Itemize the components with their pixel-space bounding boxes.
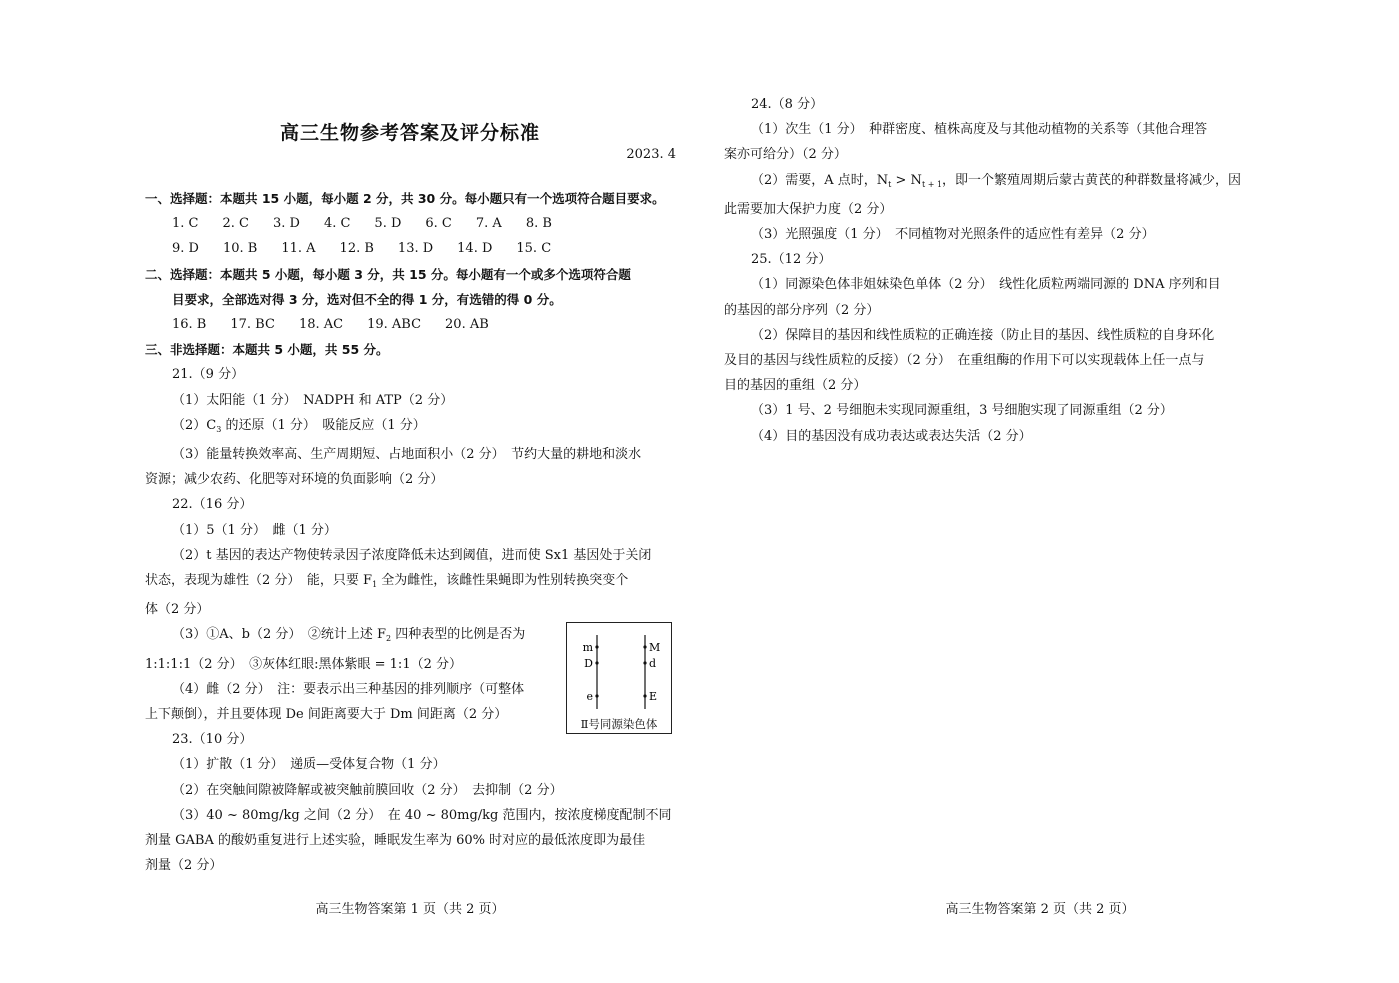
label-m: m <box>582 641 593 655</box>
q23-title: 23.（10 分） <box>172 732 253 748</box>
answer-16: 16. B <box>172 317 207 333</box>
q24-title: 24.（8 分） <box>751 97 824 112</box>
page-title: 高三生物参考答案及评分标准 <box>279 122 540 144</box>
answer-13: 13. D <box>397 241 434 257</box>
q22-line6: 1:1:1:1（2 分） ③灰体红眼:黑体紫眼 = 1:1（2 分） <box>145 656 462 672</box>
q21-line3: （3）能量转换效率高、生产周期短、占地面积小（2 分） 节约大量的耕地和淡水 <box>172 447 642 463</box>
q21-title: 21.（9 分） <box>172 367 245 383</box>
locus-M-dot <box>643 646 646 649</box>
answer-14: 14. D <box>457 241 493 257</box>
q24-line5: （3）光照强度（1 分） 不同植物对光照条件的适应性有差异（2 分） <box>751 227 1155 243</box>
answer-18: 18. AC <box>298 317 344 333</box>
q22-line2: （2）t 基因的表达产物使转录因子浓度降低未达到阈值，进而使 Sx1 基因处于关闭 <box>172 547 652 563</box>
q25-line6: （3）1 号、2 号细胞未实现同源重组，3 号细胞实现了同源重组（2 分） <box>751 403 1173 419</box>
locus-e-dot <box>595 695 598 698</box>
q25-line1: （1）同源染色体非姐妹染色单体（2 分） 线性化质粒两端同源的 DNA 序列和目 <box>751 277 1221 293</box>
section1-answers-row2 <box>145 236 678 261</box>
answer-15: 15. C <box>516 241 552 257</box>
q25-line4: 及目的基因与线性质粒的反接）（2 分） 在重组酶的作用下可以实现载体上任一点与 <box>724 353 1205 369</box>
answer-19: 19. ABC <box>367 317 422 333</box>
right-column <box>724 92 1258 449</box>
page-2 <box>700 0 1399 983</box>
section2-heading-cont: 目要求，全部选对得 3 分，选对但不全的得 1 分，有选错的得 0 分。 <box>172 291 562 307</box>
q22-title: 22.（16 分） <box>172 497 253 513</box>
q21-line4: 资源；减少农药、化肥等对环境的负面影响（2 分） <box>145 472 444 488</box>
q21-line1: （1）太阳能（1 分） NADPH 和 ATP（2 分） <box>172 392 454 408</box>
answer-2: 2. C <box>222 216 249 232</box>
footer-page-1: 高三生物答案第 1 页（共 2 页） <box>315 902 505 917</box>
section1-answers-row1 <box>145 211 678 236</box>
q23-line3: （3）40 ~ 80mg/kg 之间（2 分） 在 40 ~ 80mg/kg 范围内，按浓度梯度配制不同 <box>172 807 672 823</box>
answer-8: 8. B <box>525 216 552 232</box>
q25-title: 25.（12 分） <box>751 252 832 268</box>
q21-line2: $(2)C_3$ 的还原（1 分） 吸能反应（1 分） <box>172 417 426 434</box>
q24-line4: 此需要加大保护力度（2 分） <box>724 201 893 217</box>
chromosome-figure <box>566 622 672 734</box>
answer-12: 12. B <box>339 241 374 257</box>
answer-11: 11. A <box>281 241 316 257</box>
answer-6: 6. C <box>425 216 452 232</box>
answer-7: 7. A <box>475 216 502 232</box>
locus-m-dot <box>595 646 598 649</box>
q25-line2: 的基因的部分序列（2 分） <box>724 302 880 318</box>
q24-line1: （1）次生（1 分） 种群密度、植株高度及与其他动植物的关系等（其他合理答 <box>751 122 1208 138</box>
answer-4: 4. C <box>323 216 351 232</box>
q22-line7: （4）雌（2 分） 注：要表示出三种基因的排列顺序（可整体 <box>172 681 525 697</box>
q22-line8: 上下颠倒），并且要体现 De 间距离要大于 Dm 间距离（2 分） <box>145 707 508 723</box>
answer-5: 5. D <box>374 216 402 232</box>
label-E: E <box>649 690 658 704</box>
footer-page-2: 高三生物答案第 2 页（共 2 页） <box>945 902 1135 917</box>
section2-heading: 二、选择题：本题共 5 小题，每小题 3 分，共 15 分。每小题有一个或多个选项符合题 <box>145 266 631 282</box>
q24-line3: （2）需要，A 点时，$N_t > N_{t + 1}$，即一个繁殖周期后蒙古黄芪的种群数量将减少，因 <box>751 172 1242 189</box>
label-d: d <box>649 657 657 671</box>
left-column <box>145 186 678 878</box>
answer-10: 10. B <box>222 241 258 257</box>
q23-line2: （2）在突触间隙被降解或被突触前膜回收（2 分） 去抑制（2 分） <box>172 782 563 798</box>
q25-line5: 目的基因的重组（2 分） <box>724 378 867 394</box>
section2-answers <box>145 312 678 337</box>
q24-line2: 案亦可给分）（2 分） <box>724 147 847 163</box>
q23-line5: 剂量（2 分） <box>145 858 223 874</box>
q22-line3: 状态，表现为雄性（2 分） 能，只要 $F_1$ 全为雌性，该雌性果蝇即为性别转换突变个 <box>145 573 629 590</box>
answer-3: 3. D <box>272 216 300 232</box>
answer-9: 9. D <box>172 241 199 257</box>
locus-D-dot <box>595 662 598 665</box>
locus-d-dot <box>643 662 646 665</box>
figure-caption: Ⅱ号同源染色体 <box>580 717 658 732</box>
q22-figure-block <box>145 622 678 732</box>
q22-line1: （1）5（1 分） 雌（1 分） <box>172 522 337 538</box>
q22-line4: 体（2 分） <box>145 602 210 618</box>
label-e: e <box>586 690 593 704</box>
answer-20: 20. AB <box>445 317 489 333</box>
answer-17: 17. BC <box>230 317 275 333</box>
locus-E-dot <box>643 695 646 698</box>
section3-heading: 三、非选择题：本题共 5 小题，共 55 分。 <box>145 342 389 358</box>
label-M: M <box>649 641 661 655</box>
q23-line1: （1）扩散（1 分） 递质—受体复合物（1 分） <box>172 757 446 773</box>
q22-line5: （3）①A、b（2 分） ②统计上述 $F_2$ 四种表型的比例是否为 <box>172 627 526 644</box>
q23-line4: 剂量 GABA 的酸奶重复进行上述实验，睡眠发生率为 60% 时对应的最低浓度即为最佳 <box>145 833 646 849</box>
answer-1: 1. C <box>172 216 199 232</box>
q25-line3: （2）保障目的基因和线性质粒的正确连接（防止目的基因、线性质粒的自身环化 <box>751 327 1215 343</box>
q25-line7: （4）目的基因没有成功表达或表达失活（2 分） <box>751 428 1032 444</box>
label-D: D <box>584 657 593 671</box>
section1-heading: 一、选择题：本题共 15 小题，每小题 2 分，共 30 分。每小题只有一个选项符合题目要求。 <box>145 191 665 206</box>
date: 2023. 4 <box>626 147 676 162</box>
